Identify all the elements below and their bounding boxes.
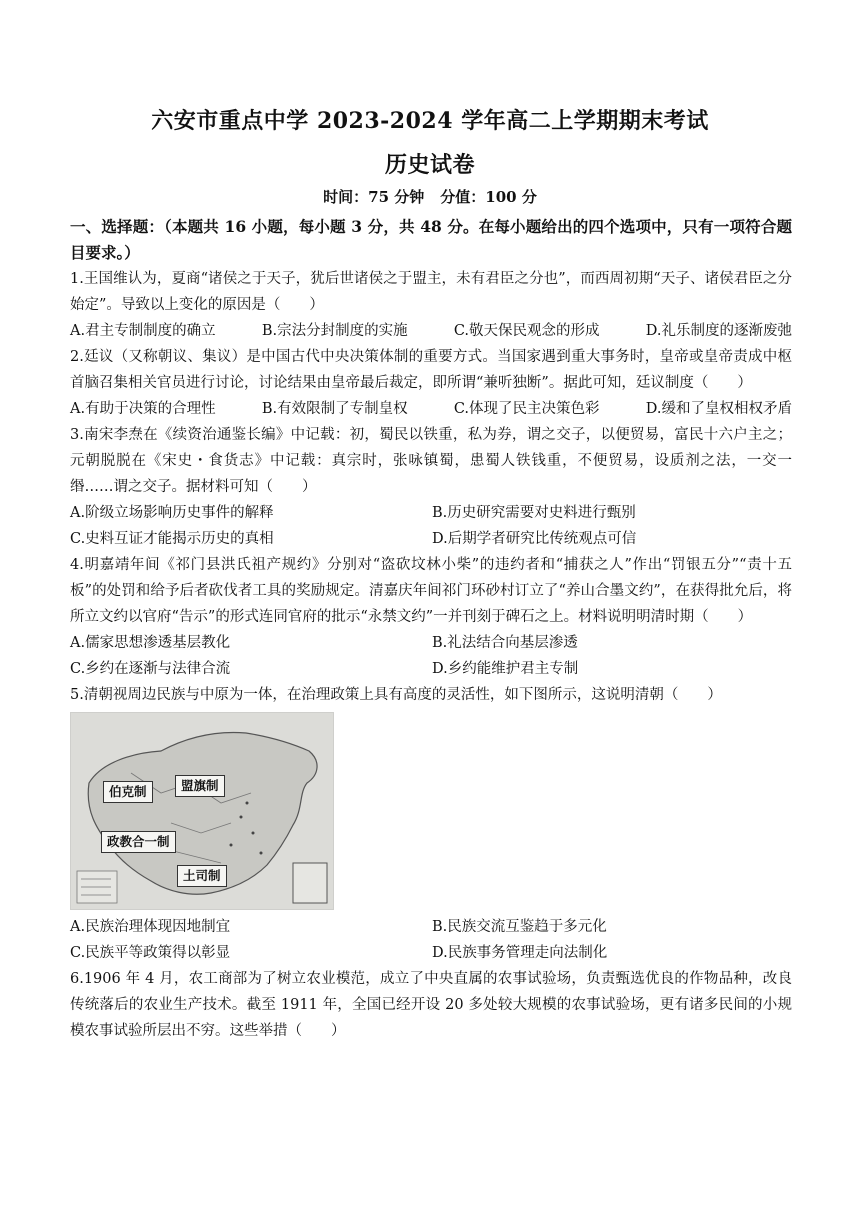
option-d: D.后期学者研究比传统观点可信: [432, 531, 637, 547]
option-a: A.儒家思想渗透基层教化: [70, 635, 231, 651]
option-b: B.宗法分封制度的实施: [261, 323, 408, 339]
label-beg-system: 伯克制: [103, 781, 153, 803]
label-league-banner-system: 盟旗制: [175, 775, 225, 797]
option-d: D.礼乐制度的逐渐废弛: [645, 323, 792, 339]
question-3-options: [70, 500, 792, 552]
option-d: D.乡约能维护君主专制: [432, 661, 579, 677]
option-b: B.历史研究需要对史料进行甄别: [432, 505, 636, 521]
option-c: C.民族平等政策得以彰显: [70, 945, 231, 961]
question-3-stem: 3.南宋李焘在《续资治通鉴长编》中记载：初，蜀民以铁重，私为券，谓之交子，以便贸易，富民十六户主之；元朝脱脱在《宋史・食货志》中记载：真宗时，张咏镇蜀，患蜀人铁钱重，不便贸易，设质剂之法，一交一缗……谓之交子。据材料可知（ ）: [70, 427, 792, 495]
qing-governance-map: [70, 712, 334, 910]
option-d: D.民族事务管理走向法制化: [432, 945, 608, 961]
option-c: C.敬天保民观念的形成: [453, 323, 600, 339]
question-1-options: [70, 318, 792, 344]
option-c: C.史料互证才能揭示历史的真相: [70, 531, 274, 547]
option-a: A.君主专制制度的确立: [70, 323, 216, 339]
exam-content: [70, 214, 792, 1044]
question-2-options: [70, 396, 792, 422]
exam-title: 六安市重点中学 2023-2024 学年高二上学期期末考试: [151, 108, 709, 134]
label-tusi-system: 土司制: [177, 865, 227, 887]
question-6-stem: 6.1906 年 4 月，农工商部为了树立农业模范，成立了中央直属的农事试验场，负责甄选优良的作物品种，改良传统落后的农业生产技术。截至 1911 年，全国已经开设 20 多处较大规模的农事试验场，更有诸多民间的小规模农事试验所层出不穷。这些举措（ ）: [70, 971, 792, 1039]
question-1-stem: 1.王国维认为，夏商“诸侯之于天子，犹后世诸侯之于盟主，未有君臣之分也”，而西周初期“天子、诸侯君臣之分始定”。导致以上变化的原因是（ ）: [70, 271, 792, 313]
section-heading: 一、选择题：（本题共 16 小题，每小题 3 分，共 48 分。在每小题给出的四个选项中，只有一项符合题目要求。）: [70, 217, 792, 262]
score-label: 分值：100 分: [440, 188, 537, 206]
question-4-stem: 4.明嘉靖年间《祁门县洪氏祖产规约》分别对“盗砍坟林小柴”的违约者和“捕获之人”作出“罚银五分”“责十五板”的处罚和给予后者砍伐者工具的奖励规定。清嘉庆年间祁门环砂村订立了“养山合墨文约”，在获得批允后，将所立文约以官府“告示”的形式连同官府的批示“永禁文约”一并刊刻于碑石之上。材料说明明清时期（ ）: [70, 557, 792, 625]
label-theocracy-system: 政教合一制: [101, 831, 176, 853]
question-5-options: [70, 914, 792, 966]
question-2-stem: 2.廷议（又称朝议、集议）是中国古代中央决策体制的重要方式。当国家遇到重大事务时，皇帝或皇帝责成中枢首脑召集相关官员进行讨论，讨论结果由皇帝最后裁定，即所谓“兼听独断”。据此可知，廷议制度（ ）: [70, 349, 792, 391]
option-a: A.有助于决策的合理性: [70, 401, 216, 417]
option-c: C.体现了民主决策色彩: [453, 401, 600, 417]
question-5-stem: 5.清朝视周边民族与中原为一体，在治理政策上具有高度的灵活性，如下图所示，这说明清朝（ ）: [70, 687, 722, 703]
exam-subtitle: 历史试卷: [384, 152, 475, 178]
option-a: A.民族治理体现因地制宜: [70, 919, 231, 935]
exam-meta: [0, 186, 860, 207]
time-label: 时间：75 分钟: [323, 188, 425, 206]
option-b: B.民族交流互鉴趋于多元化: [432, 919, 607, 935]
option-c: C.乡约在逐渐与法律合流: [70, 661, 231, 677]
option-b: B.有效限制了专制皇权: [261, 401, 408, 417]
question-4-options: [70, 630, 792, 682]
option-b: B.礼法结合向基层渗透: [432, 635, 578, 651]
option-d: D.缓和了皇权相权矛盾: [645, 401, 792, 417]
option-a: A.阶级立场影响历史事件的解释: [70, 505, 274, 521]
